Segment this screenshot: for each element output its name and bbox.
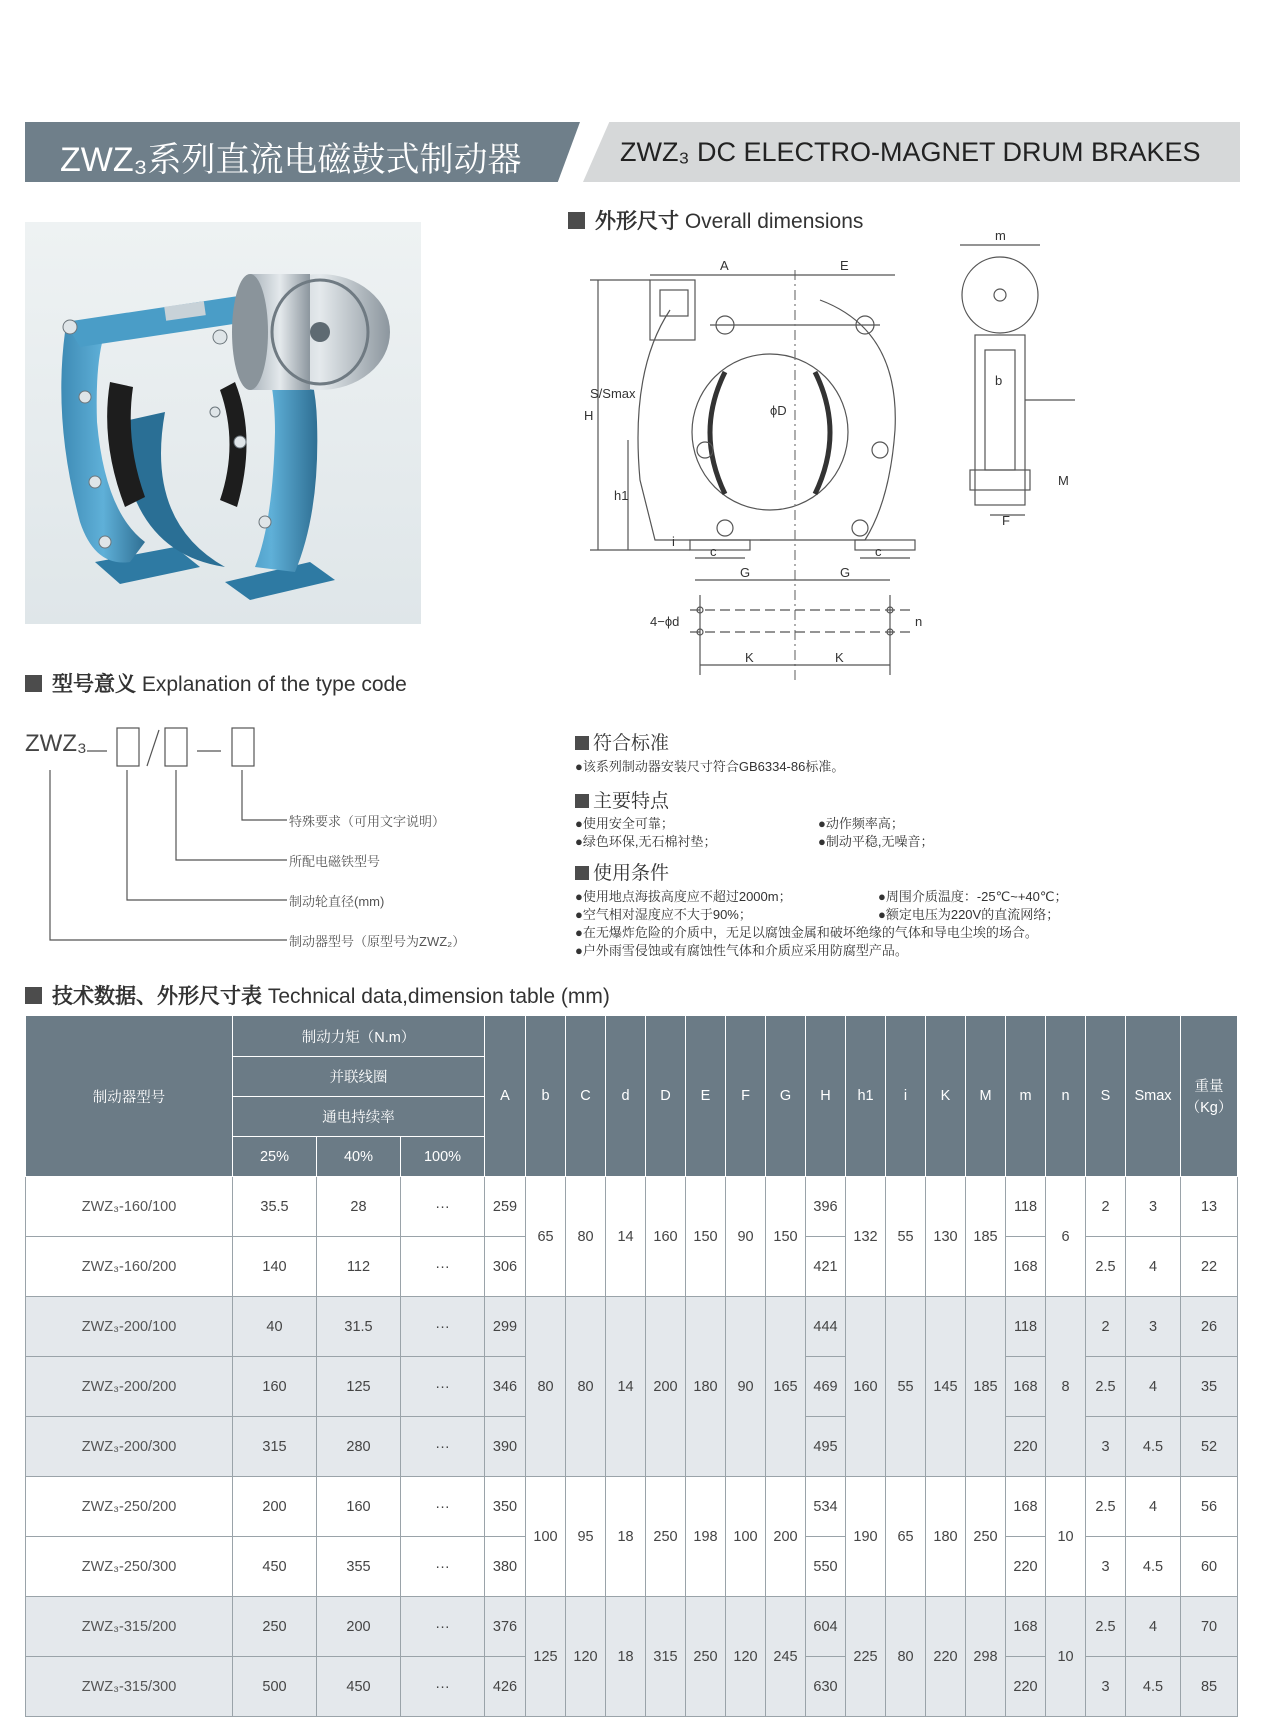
header-dim: G <box>766 1016 806 1177</box>
cell-t40: 355 <box>317 1537 401 1597</box>
cell-weight: 70 <box>1181 1597 1238 1657</box>
dim-label-G-left: G <box>740 565 751 580</box>
section-square-icon <box>25 987 42 1004</box>
cell-b: 100 <box>526 1477 566 1597</box>
cell-G: 200 <box>766 1477 806 1597</box>
cell-n: 10 <box>1046 1477 1086 1597</box>
cell-D: 315 <box>646 1597 686 1717</box>
table-heading <box>25 980 610 1010</box>
cell-model: ZWZ₃-250/200 <box>26 1477 233 1537</box>
dimension-drawing <box>570 228 1110 690</box>
dim-label-M: M <box>1058 473 1069 488</box>
cell-n: 6 <box>1046 1177 1086 1297</box>
cell-M: 298 <box>966 1597 1006 1717</box>
condition-item: ●使用地点海拔高度应不超过2000m； <box>575 889 792 904</box>
type-code-title-cn: 型号意义 <box>52 673 136 696</box>
table-row <box>26 1297 1238 1357</box>
cell-S: 2.5 <box>1086 1477 1126 1537</box>
table-title-en: Technical data,dimension table (mm) <box>267 985 610 1008</box>
table-row <box>26 1597 1238 1657</box>
cell-weight: 35 <box>1181 1357 1238 1417</box>
product-photo <box>25 222 421 624</box>
cell-m: 168 <box>1006 1597 1046 1657</box>
cell-M: 250 <box>966 1477 1006 1597</box>
cell-F: 90 <box>726 1177 766 1297</box>
header-dim: i <box>886 1016 926 1177</box>
header-coil: 并联线圈 <box>233 1057 485 1097</box>
dim-label-G-right: G <box>840 565 851 580</box>
dimensions-title-en: Overall dimensions <box>684 210 864 233</box>
section-square-icon <box>575 736 589 750</box>
feature-item: ●使用安全可靠； <box>575 816 674 831</box>
cell-A: 306 <box>485 1237 526 1297</box>
cell-S: 3 <box>1086 1417 1126 1477</box>
cell-t25: 450 <box>233 1537 317 1597</box>
cell-A: 346 <box>485 1357 526 1417</box>
cell-t100: ··· <box>401 1237 485 1297</box>
cell-model: ZWZ₃-200/300 <box>26 1417 233 1477</box>
cell-weight: 56 <box>1181 1477 1238 1537</box>
feature-item: ●绿色环保,无石棉衬垫； <box>575 834 717 849</box>
cell-Smax: 4 <box>1126 1477 1181 1537</box>
header-model: 制动器型号 <box>26 1016 233 1177</box>
cell-d: 14 <box>606 1177 646 1297</box>
cell-M: 185 <box>966 1297 1006 1477</box>
condition-item: ●周围介质温度：-25℃~+40℃； <box>878 889 1068 904</box>
cell-t40: 112 <box>317 1237 401 1297</box>
cell-t100: ··· <box>401 1177 485 1237</box>
cell-S: 3 <box>1086 1657 1126 1717</box>
standards-item: ●该系列制动器安装尺寸符合GB6334-86标准。 <box>575 759 845 774</box>
cell-H: 444 <box>806 1297 846 1357</box>
cell-A: 380 <box>485 1537 526 1597</box>
header-duty-level: 40% <box>317 1137 401 1177</box>
header-dim: H <box>806 1016 846 1177</box>
cell-H: 630 <box>806 1657 846 1717</box>
cell-S: 2.5 <box>1086 1237 1126 1297</box>
cell-d: 18 <box>606 1477 646 1597</box>
type-code-desc-special: 特殊要求（可用文字说明） <box>289 814 446 829</box>
dim-label-i: i <box>672 534 675 549</box>
cell-t100: ··· <box>401 1417 485 1477</box>
cell-h1: 132 <box>846 1177 886 1297</box>
cell-Smax: 4 <box>1126 1357 1181 1417</box>
cell-H: 495 <box>806 1417 846 1477</box>
dim-label-A: A <box>720 258 729 273</box>
dim-label-phiD: ϕD <box>770 403 787 418</box>
section-square-icon <box>575 794 589 808</box>
cell-t100: ··· <box>401 1537 485 1597</box>
section-square-icon <box>575 866 589 880</box>
cell-weight: 22 <box>1181 1237 1238 1297</box>
cell-C: 95 <box>566 1477 606 1597</box>
cell-S: 2.5 <box>1086 1597 1126 1657</box>
cell-S: 3 <box>1086 1537 1126 1597</box>
cell-m: 118 <box>1006 1177 1046 1237</box>
header-dim: Smax <box>1126 1016 1181 1177</box>
cell-H: 469 <box>806 1357 846 1417</box>
page-title-en: ZWZ₃ DC ELECTRO-MAGNET DRUM BRAKES <box>620 137 1201 167</box>
cell-A: 299 <box>485 1297 526 1357</box>
cell-weight: 85 <box>1181 1657 1238 1717</box>
condition-item: ●在无爆炸危险的介质中，无足以腐蚀金属和破坏绝缘的气体和导电尘埃的场合。 <box>575 925 1038 940</box>
header-dim: S <box>1086 1016 1126 1177</box>
feature-item: ●制动平稳,无噪音； <box>818 834 934 849</box>
type-code-desc-diameter: 制动轮直径(mm) <box>289 894 385 909</box>
page-title-cn: ZWZ₃系列直流电磁鼓式制动器 <box>60 141 522 179</box>
header-dim: m <box>1006 1016 1046 1177</box>
cell-F: 100 <box>726 1477 766 1597</box>
cell-weight: 52 <box>1181 1417 1238 1477</box>
cell-i: 80 <box>886 1597 926 1717</box>
cell-t40: 160 <box>317 1477 401 1537</box>
cell-C: 80 <box>566 1177 606 1297</box>
cell-E: 250 <box>686 1597 726 1717</box>
cell-t25: 500 <box>233 1657 317 1717</box>
feature-item: ●动作频率高； <box>818 816 904 831</box>
header-dim: h1 <box>846 1016 886 1177</box>
cell-S: 2 <box>1086 1297 1126 1357</box>
cell-m: 220 <box>1006 1657 1046 1717</box>
cell-model: ZWZ₃-250/300 <box>26 1537 233 1597</box>
dim-label-K-right: K <box>835 650 844 665</box>
standards-heading <box>575 728 669 755</box>
cell-S: 2 <box>1086 1177 1126 1237</box>
cell-model: ZWZ₃-315/300 <box>26 1657 233 1717</box>
header-dim: M <box>966 1016 1006 1177</box>
header-dim: D <box>646 1016 686 1177</box>
cell-d: 14 <box>606 1297 646 1477</box>
cell-model: ZWZ₃-200/200 <box>26 1357 233 1417</box>
header-torque: 制动力矩（N.m） <box>233 1016 485 1057</box>
cell-d: 18 <box>606 1597 646 1717</box>
type-code-title-en: Explanation of the type code <box>141 673 407 696</box>
dim-label-E: E <box>840 258 849 273</box>
cell-model: ZWZ₃-160/100 <box>26 1177 233 1237</box>
cell-t40: 31.5 <box>317 1297 401 1357</box>
cell-t25: 315 <box>233 1417 317 1477</box>
table-row <box>26 1477 1238 1537</box>
brake-illustration <box>25 222 421 624</box>
type-code-prefix: ZWZ₃ <box>25 730 87 757</box>
cell-F: 120 <box>726 1597 766 1717</box>
cell-model: ZWZ₃-315/200 <box>26 1597 233 1657</box>
cell-D: 200 <box>646 1297 686 1477</box>
cell-i: 65 <box>886 1477 926 1597</box>
technical-data-table <box>25 1015 1238 1717</box>
cell-D: 250 <box>646 1477 686 1597</box>
cell-t40: 450 <box>317 1657 401 1717</box>
cell-t25: 160 <box>233 1357 317 1417</box>
conditions-title: 使用条件 <box>593 863 670 884</box>
header-dim: K <box>926 1016 966 1177</box>
dim-label-holes: 4−ϕd <box>650 614 680 629</box>
cell-A: 259 <box>485 1177 526 1237</box>
cell-b: 65 <box>526 1177 566 1297</box>
cell-M: 185 <box>966 1177 1006 1297</box>
cell-Smax: 3 <box>1126 1177 1181 1237</box>
cell-E: 198 <box>686 1477 726 1597</box>
cell-i: 55 <box>886 1297 926 1477</box>
cell-m: 220 <box>1006 1537 1046 1597</box>
header-dim: E <box>686 1016 726 1177</box>
cell-t25: 40 <box>233 1297 317 1357</box>
cell-t100: ··· <box>401 1657 485 1717</box>
header-duty-level: 25% <box>233 1137 317 1177</box>
cell-K: 130 <box>926 1177 966 1297</box>
dimensions-title-cn: 外形尺寸 <box>595 210 679 233</box>
cell-H: 550 <box>806 1537 846 1597</box>
cell-model: ZWZ₃-160/200 <box>26 1237 233 1297</box>
cell-G: 150 <box>766 1177 806 1297</box>
cell-n: 8 <box>1046 1297 1086 1477</box>
cell-h1: 160 <box>846 1297 886 1477</box>
cell-t40: 280 <box>317 1417 401 1477</box>
header-duty: 通电持续率 <box>233 1097 485 1137</box>
cell-E: 180 <box>686 1297 726 1477</box>
dimensions-heading <box>568 205 863 235</box>
type-code-desc-model: 制动器型号（原型号为ZWZ₂） <box>289 934 466 949</box>
cell-G: 165 <box>766 1297 806 1477</box>
cell-weight: 60 <box>1181 1537 1238 1597</box>
cell-weight: 13 <box>1181 1177 1238 1237</box>
cell-n: 10 <box>1046 1597 1086 1717</box>
cell-t100: ··· <box>401 1357 485 1417</box>
cell-t100: ··· <box>401 1477 485 1537</box>
header-weight: 重量（Kg） <box>1181 1016 1238 1177</box>
table-title-cn: 技术数据、外形尺寸表 <box>52 985 262 1008</box>
cell-Smax: 3 <box>1126 1297 1181 1357</box>
header-dim: d <box>606 1016 646 1177</box>
cell-b: 80 <box>526 1297 566 1477</box>
cell-Smax: 4.5 <box>1126 1537 1181 1597</box>
cell-m: 168 <box>1006 1237 1046 1297</box>
header-dim: F <box>726 1016 766 1177</box>
cell-A: 376 <box>485 1597 526 1657</box>
type-code-heading <box>25 668 407 698</box>
dim-label-m: m <box>995 228 1006 243</box>
cell-b: 125 <box>526 1597 566 1717</box>
dim-label-smax: S/Smax <box>590 386 636 401</box>
header-dim: A <box>485 1016 526 1177</box>
cell-m: 168 <box>1006 1477 1046 1537</box>
cell-Smax: 4 <box>1126 1237 1181 1297</box>
cell-C: 80 <box>566 1297 606 1477</box>
cell-H: 534 <box>806 1477 846 1537</box>
features-title: 主要特点 <box>593 791 670 812</box>
cell-m: 168 <box>1006 1357 1046 1417</box>
type-code-lines <box>25 718 545 958</box>
cell-m: 220 <box>1006 1417 1046 1477</box>
section-square-icon <box>568 212 585 229</box>
features-heading <box>575 786 669 813</box>
condition-item: ●户外雨雪侵蚀或有腐蚀性气体和介质应采用防腐型产品。 <box>575 943 908 958</box>
cell-Smax: 4.5 <box>1126 1657 1181 1717</box>
cell-H: 421 <box>806 1237 846 1297</box>
header-banner <box>25 122 1240 182</box>
cell-K: 180 <box>926 1477 966 1597</box>
cell-weight: 26 <box>1181 1297 1238 1357</box>
cell-t100: ··· <box>401 1597 485 1657</box>
cell-t25: 140 <box>233 1237 317 1297</box>
cell-t40: 200 <box>317 1597 401 1657</box>
dim-label-K-left: K <box>745 650 754 665</box>
cell-A: 350 <box>485 1477 526 1537</box>
dim-label-n: n <box>915 614 923 629</box>
cell-Smax: 4.5 <box>1126 1417 1181 1477</box>
cell-S: 2.5 <box>1086 1357 1126 1417</box>
header-dim: C <box>566 1016 606 1177</box>
dim-label-c-right: c <box>875 544 882 559</box>
cell-K: 220 <box>926 1597 966 1717</box>
cell-t40: 125 <box>317 1357 401 1417</box>
condition-item: ●空气相对湿度应不大于90%； <box>575 907 752 922</box>
section-square-icon <box>25 675 42 692</box>
cell-K: 145 <box>926 1297 966 1477</box>
dim-label-H: H <box>584 408 594 423</box>
conditions-heading <box>575 858 669 885</box>
cell-H: 396 <box>806 1177 846 1237</box>
type-code-desc-magnet: 所配电磁铁型号 <box>289 854 381 869</box>
cell-H: 604 <box>806 1597 846 1657</box>
cell-A: 390 <box>485 1417 526 1477</box>
standards-title: 符合标准 <box>593 733 670 754</box>
type-code-diagram <box>25 718 545 958</box>
cell-Smax: 4 <box>1126 1597 1181 1657</box>
cell-m: 118 <box>1006 1297 1046 1357</box>
cell-C: 120 <box>566 1597 606 1717</box>
cell-i: 55 <box>886 1177 926 1297</box>
cell-h1: 190 <box>846 1477 886 1597</box>
cell-t100: ··· <box>401 1297 485 1357</box>
cell-t40: 28 <box>317 1177 401 1237</box>
cell-F: 90 <box>726 1297 766 1477</box>
header-dim: n <box>1046 1016 1086 1177</box>
cell-t25: 250 <box>233 1597 317 1657</box>
cell-E: 150 <box>686 1177 726 1297</box>
dim-label-F: F <box>1002 513 1010 528</box>
cell-G: 245 <box>766 1597 806 1717</box>
table-row <box>26 1177 1238 1237</box>
cell-D: 160 <box>646 1177 686 1297</box>
cell-A: 426 <box>485 1657 526 1717</box>
dim-label-b: b <box>995 373 1003 388</box>
header-duty-level: 100% <box>401 1137 485 1177</box>
cell-t25: 35.5 <box>233 1177 317 1237</box>
cell-model: ZWZ₃-200/100 <box>26 1297 233 1357</box>
dim-label-h1: h1 <box>614 488 629 503</box>
condition-item: ●额定电压为220V的直流网络； <box>878 907 1060 922</box>
cell-t25: 200 <box>233 1477 317 1537</box>
cell-h1: 225 <box>846 1597 886 1717</box>
header-dim: b <box>526 1016 566 1177</box>
dim-label-c-left: c <box>710 544 717 559</box>
